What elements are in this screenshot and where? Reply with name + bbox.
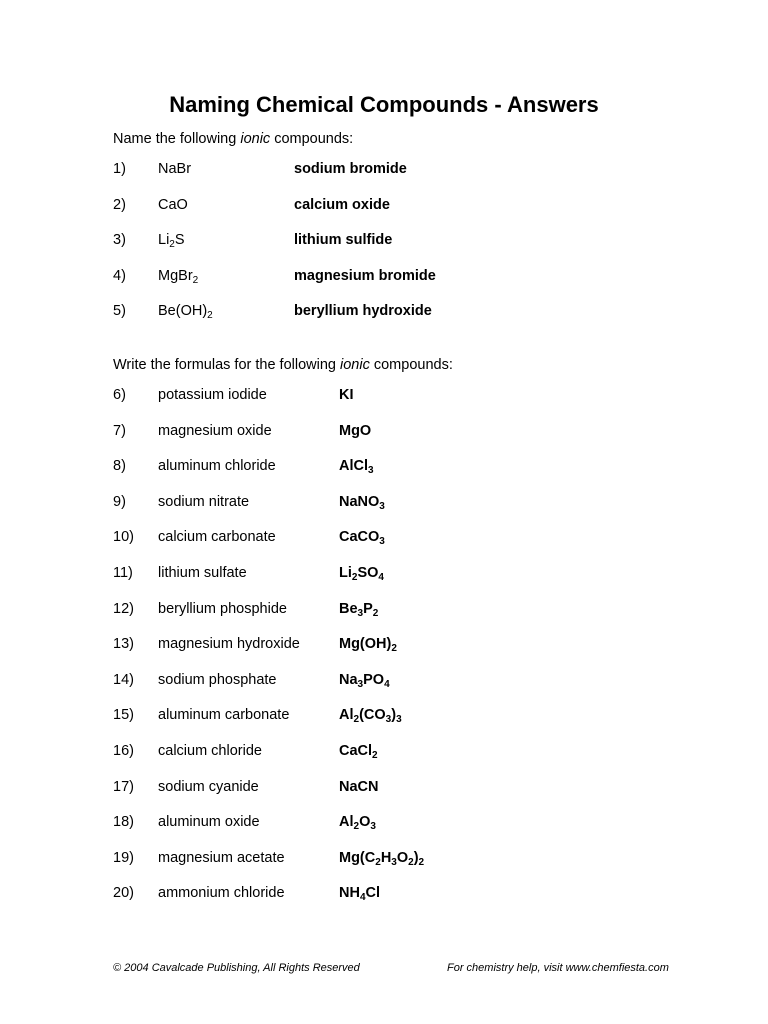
item-number: 6) bbox=[113, 387, 126, 403]
formula-part: Al bbox=[339, 707, 354, 724]
item-answer-formula bbox=[339, 707, 402, 726]
formula-subscript: 2 bbox=[391, 643, 397, 655]
formula-subscript: 2 bbox=[353, 821, 360, 833]
item-answer: sodium bromide bbox=[294, 161, 407, 177]
formula-part: NaNO bbox=[339, 493, 380, 510]
list-item bbox=[0, 197, 768, 219]
item-number: 20) bbox=[113, 885, 134, 902]
formula-subscript: 3 bbox=[357, 607, 364, 619]
item-formula bbox=[158, 268, 198, 284]
item-formula bbox=[158, 232, 185, 251]
formula-part: NH bbox=[339, 885, 360, 902]
formula-part: S bbox=[174, 232, 185, 249]
section2-instruction-emphasis: ionic bbox=[340, 357, 370, 373]
formula-subscript: 2 bbox=[408, 856, 414, 868]
item-number: 7) bbox=[113, 422, 126, 439]
section1-instruction-prefix: Name the following bbox=[113, 131, 241, 147]
item-name: magnesium oxide bbox=[158, 422, 272, 439]
list-item bbox=[0, 814, 768, 836]
formula-part: O bbox=[359, 814, 371, 831]
list-item bbox=[0, 268, 768, 290]
formula-part: Mg(C bbox=[339, 849, 376, 866]
list-item bbox=[0, 161, 768, 183]
item-number: 1) bbox=[113, 161, 126, 177]
list-item bbox=[0, 387, 768, 409]
formula-part: AlCl bbox=[339, 458, 368, 475]
footer-copyright: © 2004 Cavalcade Publishing, All Rights Reserved bbox=[113, 962, 360, 974]
list-item bbox=[0, 423, 768, 445]
section1-instruction-emphasis: ionic bbox=[240, 131, 271, 147]
list-item bbox=[0, 458, 768, 480]
list-item bbox=[0, 672, 768, 694]
item-answer-formula bbox=[339, 565, 384, 581]
formula-part: Be bbox=[339, 600, 358, 617]
item-name: aluminum oxide bbox=[158, 814, 260, 831]
formula-subscript: 2 bbox=[418, 856, 425, 868]
item-number: 12) bbox=[113, 600, 134, 617]
item-number: 2) bbox=[113, 196, 126, 213]
formula-part: CaCO bbox=[339, 529, 380, 546]
formula-subscript: 4 bbox=[378, 572, 384, 583]
section2-instruction bbox=[113, 357, 453, 373]
item-formula bbox=[158, 161, 191, 177]
item-name: sodium phosphate bbox=[158, 671, 277, 688]
item-name: sodium nitrate bbox=[158, 493, 250, 510]
item-number: 3) bbox=[113, 232, 126, 249]
item-answer-formula bbox=[339, 636, 397, 655]
formula-part: P bbox=[363, 600, 373, 617]
item-formula bbox=[158, 197, 188, 213]
item-answer-formula bbox=[339, 423, 371, 439]
formula-part: MgO bbox=[339, 422, 372, 439]
formula-part: Li bbox=[339, 565, 352, 581]
item-name: sodium cyanide bbox=[158, 778, 259, 795]
list-item bbox=[0, 494, 768, 516]
item-name: ammonium chloride bbox=[158, 885, 285, 902]
formula-subscript: 3 bbox=[385, 714, 392, 726]
item-number: 8) bbox=[113, 458, 126, 475]
list-item bbox=[0, 779, 768, 801]
formula-part: Cl bbox=[365, 885, 381, 902]
list-item bbox=[0, 232, 768, 254]
item-number: 14) bbox=[113, 671, 134, 688]
item-answer-formula bbox=[339, 885, 381, 904]
formula-subscript: 3 bbox=[370, 821, 376, 833]
item-answer-formula bbox=[339, 814, 376, 833]
formula-part: CaO bbox=[158, 196, 188, 213]
formula-subscript: 2 bbox=[353, 714, 360, 726]
formula-subscript: 3 bbox=[357, 678, 364, 690]
list-item bbox=[0, 565, 768, 587]
item-name: lithium sulfate bbox=[158, 565, 247, 581]
list-item bbox=[0, 885, 768, 907]
formula-subscript: 3 bbox=[379, 536, 385, 548]
item-answer: lithium sulfide bbox=[294, 232, 393, 249]
item-answer-formula bbox=[339, 387, 354, 403]
item-answer-formula bbox=[339, 601, 378, 617]
formula-part: MgBr bbox=[158, 267, 193, 284]
formula-subscript: 3 bbox=[391, 856, 397, 868]
section1-instruction-suffix: compounds: bbox=[270, 131, 354, 147]
page-title: Naming Chemical Compounds - Answers bbox=[169, 92, 599, 117]
formula-part: (CO bbox=[359, 707, 386, 724]
section2-instruction-suffix: compounds: bbox=[369, 357, 453, 373]
item-name: aluminum chloride bbox=[158, 458, 276, 475]
formula-part: Na bbox=[339, 671, 358, 688]
item-formula bbox=[158, 303, 213, 322]
formula-subscript: 2 bbox=[375, 856, 381, 868]
item-number: 17) bbox=[113, 778, 134, 795]
formula-subscript: 3 bbox=[368, 465, 374, 477]
list-item bbox=[0, 707, 768, 729]
list-item bbox=[0, 303, 768, 325]
formula-subscript: 2 bbox=[207, 310, 213, 322]
item-answer: beryllium hydroxide bbox=[294, 303, 432, 320]
item-name: magnesium acetate bbox=[158, 849, 285, 866]
item-name: calcium chloride bbox=[158, 743, 262, 759]
formula-part: Al bbox=[339, 814, 354, 831]
footer-help-link: For chemistry help, visit www.chemfiesta.com bbox=[447, 962, 669, 974]
formula-part: Be(OH) bbox=[158, 303, 208, 320]
item-number: 15) bbox=[113, 707, 134, 724]
item-number: 4) bbox=[113, 267, 126, 284]
item-answer: calcium oxide bbox=[294, 196, 390, 213]
item-number: 11) bbox=[113, 565, 133, 581]
item-answer-formula bbox=[339, 779, 378, 795]
formula-part: KI bbox=[339, 387, 354, 403]
item-answer-formula bbox=[339, 850, 424, 866]
formula-subscript: 2 bbox=[192, 274, 199, 286]
list-item bbox=[0, 743, 768, 765]
item-name: aluminum carbonate bbox=[158, 707, 290, 724]
item-number: 19) bbox=[113, 849, 134, 866]
list-item bbox=[0, 529, 768, 551]
formula-part: PO bbox=[363, 671, 385, 688]
formula-subscript: 4 bbox=[384, 678, 390, 690]
item-name: magnesium hydroxide bbox=[158, 636, 300, 653]
formula-part: Li bbox=[158, 232, 170, 249]
item-number: 13) bbox=[113, 636, 134, 653]
item-number: 10) bbox=[113, 529, 134, 546]
list-item bbox=[0, 636, 768, 658]
formula-part: H bbox=[380, 849, 392, 866]
formula-part: NaCN bbox=[339, 778, 379, 795]
section1-instruction bbox=[113, 131, 353, 147]
formula-part: O bbox=[396, 849, 409, 866]
formula-part: SO bbox=[357, 565, 379, 581]
item-name: potassium iodide bbox=[158, 387, 267, 403]
item-answer-formula bbox=[339, 529, 385, 548]
item-answer-formula bbox=[339, 458, 374, 477]
formula-part: NaBr bbox=[158, 161, 192, 177]
formula-subscript: 3 bbox=[396, 714, 402, 726]
item-answer: magnesium bromide bbox=[294, 267, 436, 284]
item-name: calcium carbonate bbox=[158, 529, 276, 546]
item-name: beryllium phosphide bbox=[158, 600, 287, 617]
item-number: 18) bbox=[113, 814, 134, 831]
item-number: 9) bbox=[113, 493, 126, 510]
item-number: 16) bbox=[113, 743, 134, 759]
formula-subscript: 3 bbox=[379, 500, 385, 512]
formula-part: ) bbox=[391, 707, 397, 724]
formula-subscript: 2 bbox=[372, 750, 378, 761]
item-answer-formula bbox=[339, 672, 390, 688]
list-item bbox=[0, 850, 768, 872]
item-answer-formula bbox=[339, 743, 378, 759]
item-answer-formula bbox=[339, 494, 385, 510]
list-item bbox=[0, 601, 768, 623]
formula-part: Mg(OH) bbox=[339, 636, 392, 653]
formula-part: CaCl bbox=[339, 743, 373, 759]
formula-subscript: 2 bbox=[372, 607, 379, 619]
formula-subscript: 2 bbox=[351, 572, 358, 583]
formula-subscript: 2 bbox=[169, 239, 175, 251]
item-number: 5) bbox=[113, 303, 126, 320]
formula-subscript: 4 bbox=[359, 892, 366, 904]
formula-part: ) bbox=[413, 849, 419, 866]
section2-instruction-prefix: Write the formulas for the following bbox=[113, 357, 340, 373]
